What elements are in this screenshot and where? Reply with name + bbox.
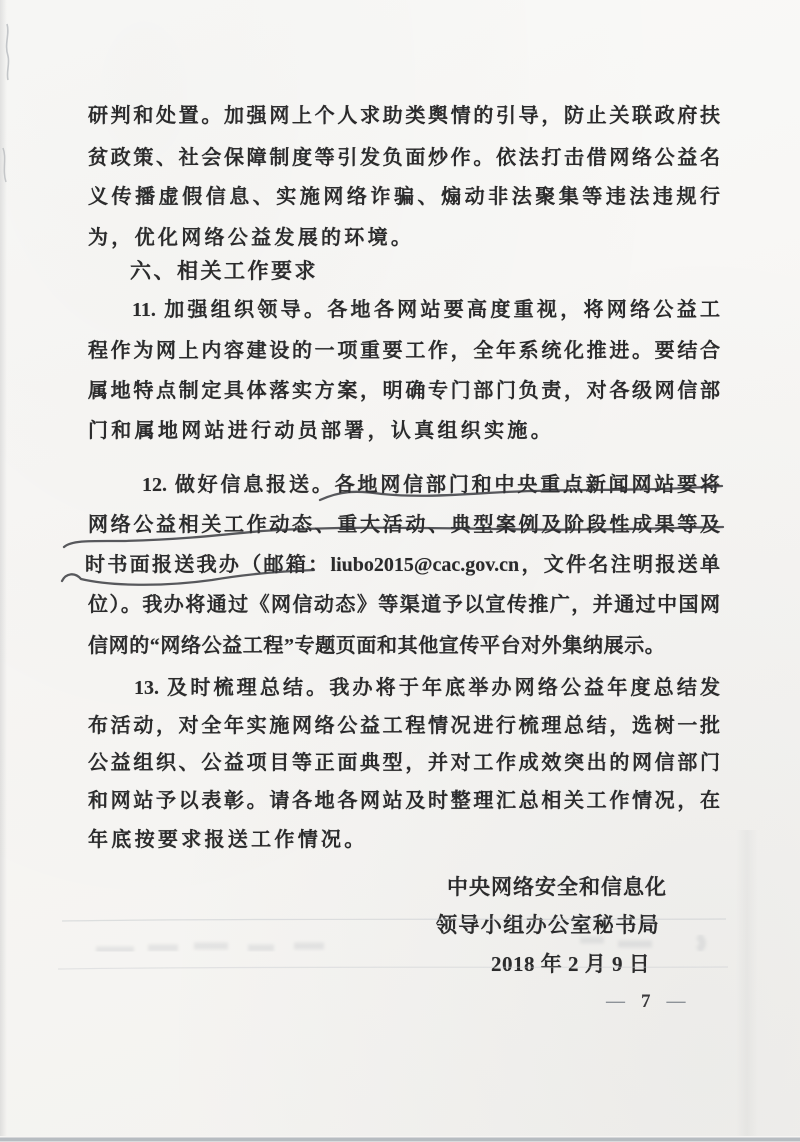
body-line: 11. 加强组织领导。各地各网站要高度重视，将网络公益工 xyxy=(132,299,720,321)
body-line: 12. 做好信息报送。各地网信部门和中央重点新闻网站要将 xyxy=(142,474,720,496)
signature-org-line1: 中央网络安全和信息化 xyxy=(447,875,667,899)
scanner-bottom-edge xyxy=(0,1136,800,1142)
signature-date: 2018 年 2 月 9 日 xyxy=(491,952,651,976)
body-line: 网络公益相关工作动态、重大活动、典型案例及阶段性成果等及 xyxy=(88,514,720,536)
body-line: 信网的“网络公益工程”专题页面和其他宣传平台对外集纳展示。 xyxy=(88,635,666,657)
scanner-edge-shadow xyxy=(0,0,7,1142)
body-line: 程作为网上内容建设的一项重要工作，全年系统化推进。要结合 xyxy=(88,340,720,362)
body-line: 13. 及时梳理总结。我办将于年底举办网络公益年度总结发 xyxy=(134,677,720,699)
body-line: 门和属地网站进行动员部署，认真组织实施。 xyxy=(88,420,554,442)
body-line: 和网站予以表彰。请各地各网站及时整理汇总相关工作情况，在 xyxy=(88,790,720,812)
body-line: 义传播虚假信息、实施网络诈骗、煽动非法聚集等违法违规行 xyxy=(88,186,720,208)
body-line: 布活动，对全年实施网络公益工程情况进行梳理总结，选树一批 xyxy=(88,715,720,737)
page-number-dash-icon: — xyxy=(606,991,625,1012)
body-line: 时书面报送我办（邮箱：liubo2015@cac.gov.cn，文件名注明报送单 xyxy=(85,554,720,576)
section-heading: 六、相关工作要求 xyxy=(130,259,318,283)
page-number xyxy=(606,991,686,1013)
body-line: 位）。我办将通过《网信动态》等渠道予以宣传推广，并通过中国网 xyxy=(88,594,720,616)
signature-org-line2: 领导小组办公室秘书局 xyxy=(436,913,660,937)
body-line: 属地特点制定具体落实方案，明确专门部门负责，对各级网信部 xyxy=(88,380,720,402)
body-line: 研判和处置。加强网上个人求助类舆情的引导，防止关联政府扶 xyxy=(88,105,720,127)
page-number-dash-icon: — xyxy=(666,991,686,1012)
body-line: 公益组织、公益项目等正面典型，并对工作成效突出的网信部门 xyxy=(88,752,720,774)
body-line: 年底按要求报送工作情况。 xyxy=(88,829,368,851)
body-line: 为，优化网络公益发展的环境。 xyxy=(88,227,415,249)
paper-crease xyxy=(736,830,758,1142)
body-line: 贫政策、社会保障制度等引发负面炒作。依法打击借网络公益名 xyxy=(88,147,720,169)
page-number-value: 7 xyxy=(641,991,651,1012)
